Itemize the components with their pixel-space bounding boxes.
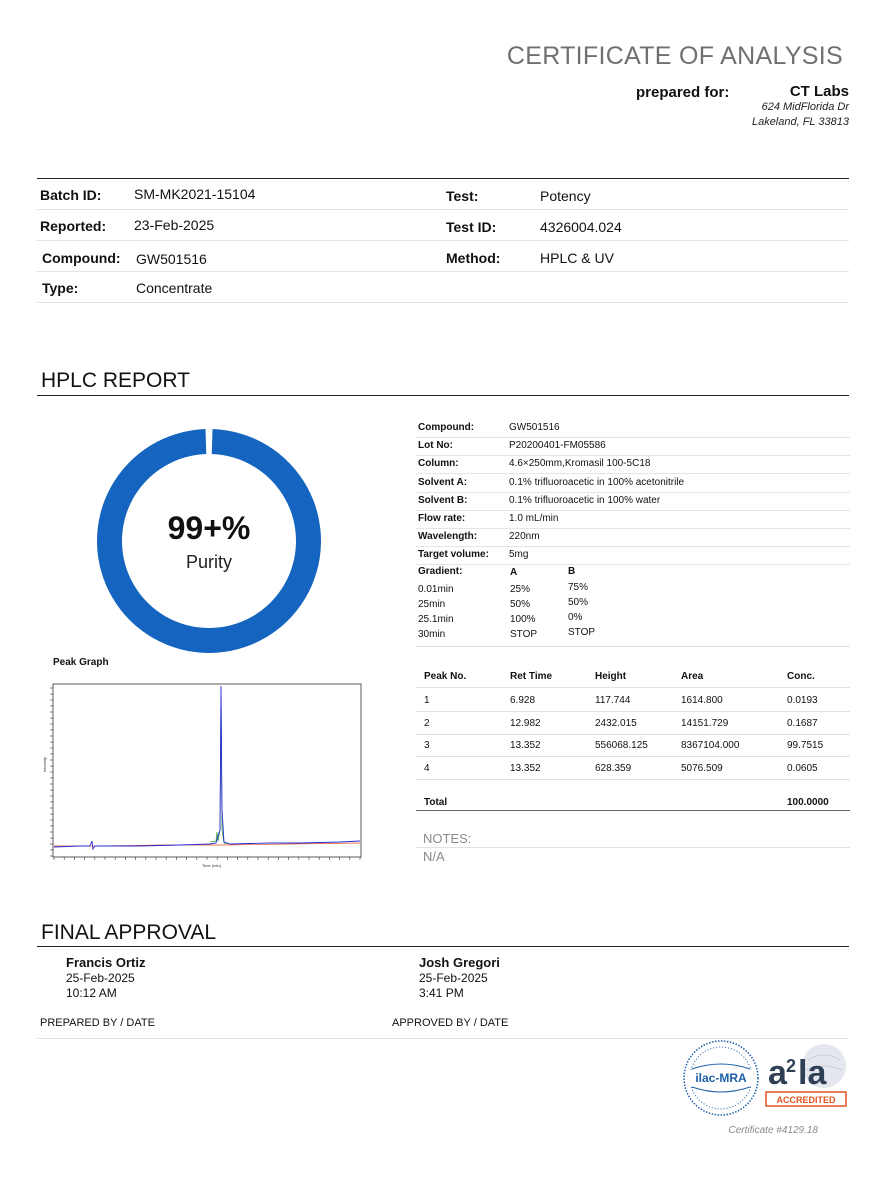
peak-table-column-header: Height bbox=[595, 671, 627, 682]
peak-table-column-header: Ret Time bbox=[510, 671, 553, 682]
compound-value: GW501516 bbox=[136, 251, 207, 267]
param-row bbox=[416, 455, 850, 474]
peak-table-cell: 4 bbox=[424, 762, 430, 774]
gradient-time: 0.01min bbox=[418, 584, 454, 595]
approval-section-rule bbox=[37, 946, 849, 947]
peak-table-cell: 556068.125 bbox=[595, 740, 648, 751]
peak-graph-x-axis-label: Time (min) bbox=[202, 863, 221, 868]
document-title: CERTIFICATE OF ANALYSIS bbox=[506, 42, 843, 70]
gradient-col-b: B bbox=[568, 566, 576, 577]
param-value: 0.1% trifluoroacetic in 100% water bbox=[509, 494, 661, 506]
approved-by-name: Josh Gregori bbox=[419, 955, 500, 970]
prepared-by-time: 10:12 AM bbox=[66, 986, 117, 1000]
peak-table-column-header: Peak No. bbox=[424, 671, 467, 682]
prepared-by-label: PREPARED BY / DATE bbox=[40, 1017, 155, 1029]
peak-table-row-rule bbox=[416, 756, 850, 757]
peak-table-cell: 0.0193 bbox=[787, 695, 818, 706]
param-label: Solvent B: bbox=[418, 494, 468, 506]
peak-table-column-header: Conc. bbox=[787, 671, 815, 682]
test-label: Test: bbox=[446, 188, 479, 204]
peak-table-rule bbox=[416, 687, 850, 688]
gradient-a-value: 100% bbox=[510, 614, 536, 625]
approval-section-title: FINAL APPROVAL bbox=[41, 921, 217, 944]
gradient-b-value: 75% bbox=[568, 582, 589, 593]
batch-id-value: SM-MK2021-15104 bbox=[134, 186, 256, 202]
info-row-divider bbox=[37, 302, 849, 303]
gradient-b-value: 0% bbox=[568, 612, 583, 623]
type-label: Type: bbox=[42, 280, 79, 296]
peak-total-rule bbox=[416, 810, 850, 811]
param-value: 220nm bbox=[509, 531, 540, 543]
reported-label: Reported: bbox=[40, 218, 107, 234]
param-row bbox=[416, 437, 850, 456]
peak-table-cell: 14151.729 bbox=[681, 717, 729, 729]
peak-table-cell: 8367104.000 bbox=[681, 740, 740, 751]
info-row-divider bbox=[37, 209, 849, 210]
ilac-mra-logo bbox=[682, 1039, 760, 1117]
peak-table-cell: 5076.509 bbox=[681, 762, 723, 774]
notes-rule bbox=[416, 847, 850, 848]
client-name: CT Labs bbox=[789, 83, 849, 100]
peak-table-cell: 2 bbox=[424, 717, 430, 729]
client-address-line2: Lakeland, FL 33813 bbox=[751, 116, 849, 128]
param-row bbox=[416, 492, 850, 511]
peak-table-cell: 12.982 bbox=[510, 717, 541, 729]
param-value: 1.0 mL/min bbox=[509, 513, 559, 524]
gradient-bottom-rule bbox=[416, 646, 850, 647]
peak-graph bbox=[40, 680, 370, 875]
param-label: Solvent A: bbox=[418, 476, 468, 488]
method-value: HPLC & UV bbox=[540, 250, 614, 266]
peak-table-column-header: Area bbox=[681, 671, 704, 682]
hplc-section-rule bbox=[37, 395, 849, 396]
peak-table-cell: 1 bbox=[424, 695, 430, 706]
approved-by-date: 25-Feb-2025 bbox=[419, 971, 488, 985]
prepared-by-date: 25-Feb-2025 bbox=[66, 971, 135, 985]
peak-graph-x-ticks bbox=[54, 857, 360, 860]
notes-value: N/A bbox=[423, 849, 445, 864]
param-label: Column: bbox=[418, 458, 459, 470]
gradient-a-value: 25% bbox=[510, 584, 531, 595]
gradient-a-value: STOP bbox=[510, 629, 538, 640]
method-label: Method: bbox=[446, 250, 501, 266]
param-value: 4.6×250mm,Kromasil 100-5C18 bbox=[509, 458, 651, 470]
prepared-for-label: prepared for: bbox=[636, 84, 730, 101]
peak-graph-title: Peak Graph bbox=[53, 657, 109, 668]
param-value: P20200401-FM05586 bbox=[509, 440, 606, 452]
param-row bbox=[416, 474, 850, 493]
peak-table-row-rule bbox=[416, 734, 850, 735]
peak-table-cell: 6.928 bbox=[510, 695, 536, 706]
gradient-b-value: 50% bbox=[568, 597, 589, 608]
peak-table-cell: 2432.015 bbox=[595, 717, 637, 729]
test-id-label: Test ID: bbox=[446, 219, 497, 235]
test-id-value: 4326004.024 bbox=[540, 219, 622, 235]
prepared-by-name: Francis Ortiz bbox=[66, 955, 146, 970]
client-address-line1: 624 MidFlorida Dr bbox=[761, 101, 849, 113]
peak-table-cell: 99.7515 bbox=[787, 740, 824, 751]
peak-graph-y-ticks bbox=[50, 688, 53, 856]
peak-total-label: Total bbox=[424, 797, 448, 808]
approved-by-time: 3:41 PM bbox=[419, 986, 464, 1000]
gradient-time: 30min bbox=[418, 629, 446, 640]
param-label: Lot No: bbox=[418, 440, 453, 452]
peak-table-cell: 628.359 bbox=[595, 762, 632, 774]
param-value: 0.1% trifluoroacetic in 100% acetonitrile bbox=[509, 476, 685, 488]
reported-value: 23-Feb-2025 bbox=[134, 217, 215, 233]
gradient-col-a: A bbox=[510, 567, 518, 578]
param-row bbox=[416, 419, 850, 438]
svg-text:ACCREDITED: ACCREDITED bbox=[776, 1095, 836, 1105]
param-label: Flow rate: bbox=[418, 513, 466, 524]
gradient-a-value: 50% bbox=[510, 599, 531, 610]
peak-table-cell: 117.744 bbox=[595, 695, 631, 706]
svg-text:a: a bbox=[768, 1054, 787, 1092]
peak-graph-frame bbox=[53, 684, 361, 857]
info-top-rule bbox=[37, 178, 849, 179]
peak-table-cell: 1614.800 bbox=[681, 695, 723, 706]
peak-table-cell: 3 bbox=[424, 740, 430, 751]
notes-label: NOTES: bbox=[423, 831, 472, 846]
info-row-divider bbox=[37, 240, 849, 241]
gradient-label: Gradient: bbox=[418, 566, 463, 577]
batch-id-label: Batch ID: bbox=[40, 187, 102, 203]
gradient-time: 25min bbox=[418, 599, 446, 610]
hplc-section-title: HPLC REPORT bbox=[41, 369, 190, 392]
svg-text:2: 2 bbox=[786, 1056, 797, 1076]
peak-table-cell: 13.352 bbox=[510, 762, 541, 774]
type-value: Concentrate bbox=[136, 280, 213, 296]
param-row bbox=[416, 546, 850, 565]
peak-table-cell: 0.1687 bbox=[787, 717, 818, 729]
svg-text:la: la bbox=[798, 1054, 827, 1092]
svg-text:ilac-MRA: ilac-MRA bbox=[695, 1071, 747, 1085]
param-value: 5mg bbox=[509, 549, 529, 561]
param-row bbox=[416, 528, 850, 547]
approved-by-label: APPROVED BY / DATE bbox=[392, 1017, 509, 1029]
param-label: Target volume: bbox=[418, 549, 489, 561]
compound-label: Compound: bbox=[42, 250, 121, 266]
peak-table-row-rule bbox=[416, 779, 850, 780]
param-label: Wavelength: bbox=[418, 531, 478, 543]
purity-label: Purity bbox=[185, 552, 232, 572]
peak-total-value: 100.0000 bbox=[787, 797, 829, 808]
peak-table-cell: 13.352 bbox=[510, 740, 541, 751]
purity-value: 99+% bbox=[167, 510, 251, 546]
peak-table-cell: 0.0605 bbox=[787, 762, 818, 774]
gradient-b-value: STOP bbox=[568, 627, 596, 638]
peak-table-row-rule bbox=[416, 711, 850, 712]
test-value: Potency bbox=[540, 188, 591, 204]
param-value: GW501516 bbox=[509, 422, 560, 433]
peak-graph-y-axis-label: Intensity bbox=[42, 757, 47, 772]
certificate-number: Certificate #4129.18 bbox=[728, 1125, 818, 1136]
param-row bbox=[416, 510, 850, 529]
param-label: Compound: bbox=[418, 422, 475, 433]
info-row-divider bbox=[37, 271, 849, 272]
a2la-accredited-logo bbox=[764, 1042, 848, 1108]
gradient-time: 25.1min bbox=[418, 614, 454, 625]
